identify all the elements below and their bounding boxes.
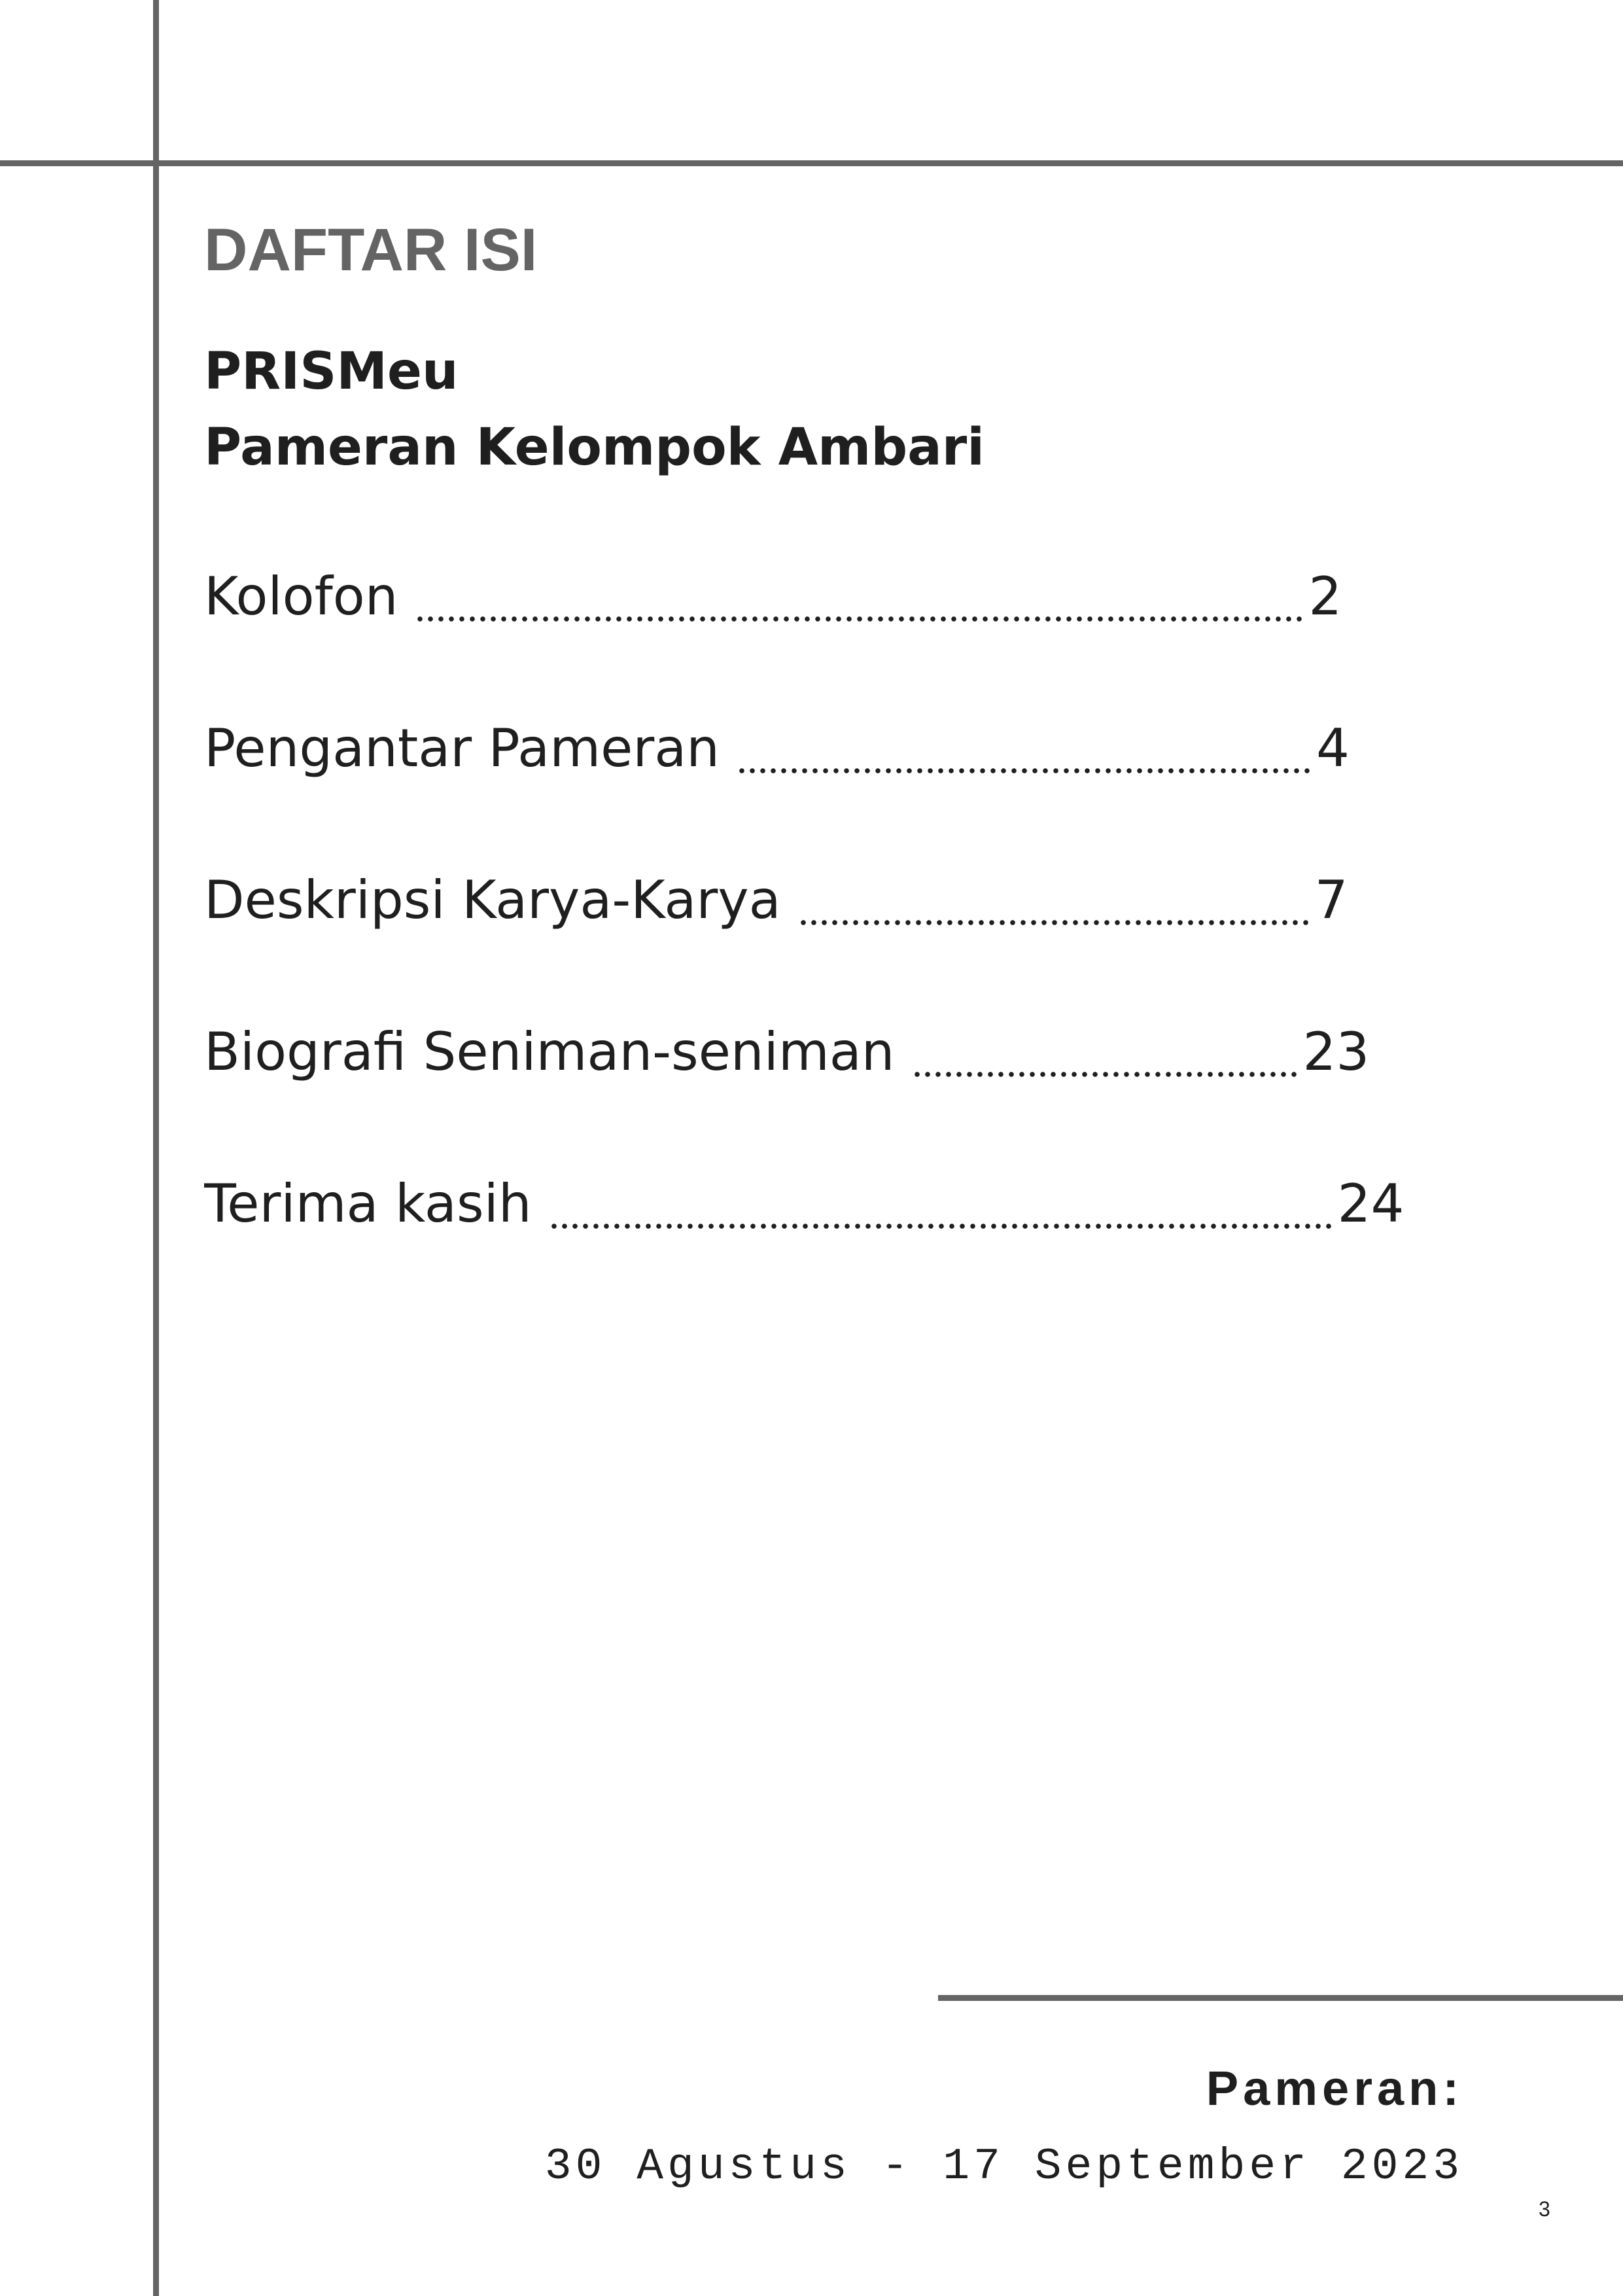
toc-dot-leader [415, 557, 1304, 636]
toc-entry-label: Biografi Seniman-seniman [204, 1021, 895, 1082]
toc-entry-label: Deskripsi Karya-Karya [204, 870, 781, 930]
bottom-horizontal-rule [938, 1995, 1623, 2001]
toc-entry-page-number: 23 [1302, 1021, 1370, 1082]
toc-dot-leader [737, 709, 1312, 788]
table-of-contents [204, 557, 1404, 1316]
toc-entry-label: Pengantar Pameran [204, 718, 720, 779]
toc-entry-page-number: 7 [1314, 870, 1348, 930]
toc-entry-label: Kolofon [204, 566, 398, 627]
page-title: DAFTAR ISI [204, 217, 538, 283]
toc-entry-page-number: 24 [1337, 1173, 1405, 1234]
toc-dot-leader [798, 861, 1311, 940]
toc-entry-biografi-seniman[interactable] [204, 1013, 1404, 1165]
toc-dot-leader [549, 1165, 1334, 1243]
exhibition-dates: 30 Agustus - 17 September 2023 [544, 2142, 1463, 2192]
exhibition-label: Pameran: [1206, 2061, 1463, 2115]
document-subtitle [204, 334, 985, 486]
toc-entry-terima-kasih[interactable] [204, 1165, 1404, 1316]
toc-entry-pengantar-pameran[interactable] [204, 709, 1404, 861]
toc-entry-kolofon[interactable] [204, 557, 1404, 709]
toc-dot-leader [912, 1013, 1299, 1091]
vertical-rule [153, 0, 159, 2296]
toc-entry-page-number: 4 [1316, 718, 1350, 779]
subtitle-line-exhibition: Pameran Kelompok Ambari [204, 418, 985, 477]
toc-entry-deskripsi-karya[interactable] [204, 861, 1404, 1013]
top-horizontal-rule [0, 160, 1623, 166]
subtitle-line-title: PRISMeu [204, 342, 459, 401]
toc-entry-label: Terima kasih [204, 1173, 532, 1234]
toc-entry-page-number: 2 [1308, 566, 1342, 627]
page-number: 3 [1539, 2197, 1550, 2221]
